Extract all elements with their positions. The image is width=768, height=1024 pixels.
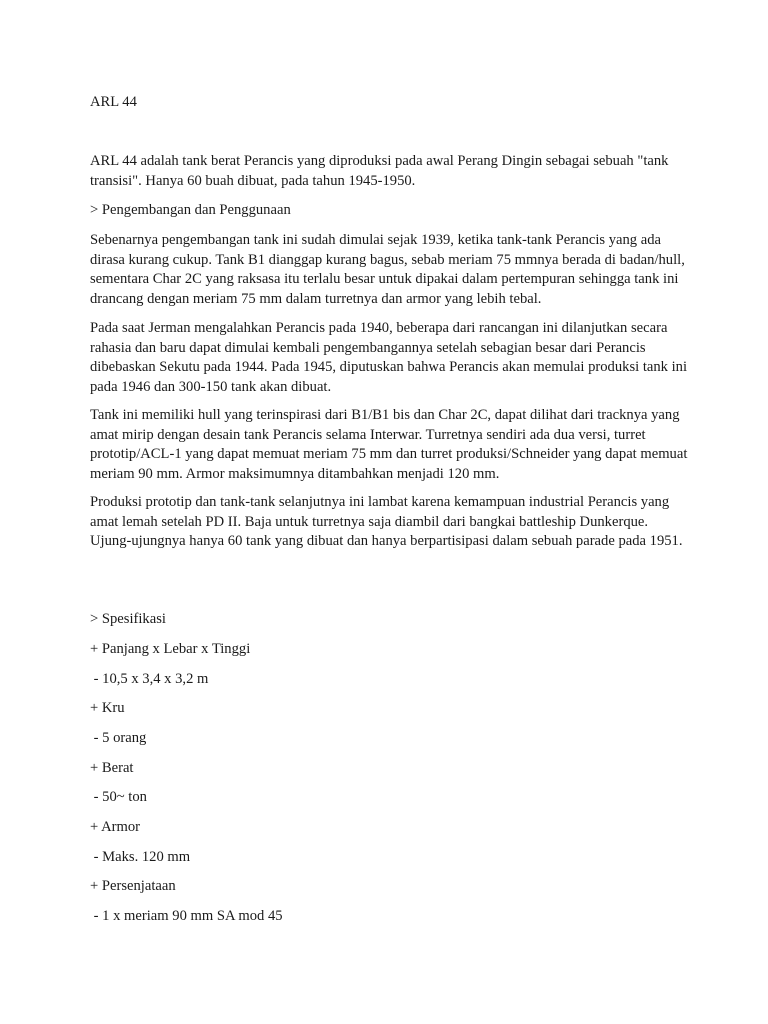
- spec-label: + Berat: [90, 760, 134, 776]
- body-paragraph: Pada saat Jerman mengalahkan Perancis pada 1940, beberapa dari rancangan ini dilanjutkan secara rahasia dan baru dapat dimulai kembali pengembangannya setelah sebagian besar dari Perancis dibebaskan Sekutu pada 1944. Pada 1945, diputuskan bahwa Perancis akan memulai produksi tank ini pada 1946 dan 300-150 tank akan dibuat.: [90, 320, 688, 395]
- document-title: ARL 44: [90, 94, 137, 110]
- section-heading-specifications: > Spesifikasi: [90, 611, 166, 627]
- spec-label: + Persenjataan: [90, 878, 176, 894]
- spec-label: + Armor: [90, 819, 140, 835]
- body-paragraph: Tank ini memiliki hull yang terinspirasi dari B1/B1 bis dan Char 2C, dapat dilihat dari tracknya yang amat mirip dengan desain tank Perancis selama Interwar. Turretnya sendiri ada dua versi, turret prototip/ACL-1 yang dapat memuat meriam 75 mm dan turret produksi/Schneider yang dapat memuat meriam 90 mm. Armor maksimumnya ditambahkan menjadi 120 mm.: [90, 407, 688, 482]
- body-paragraph: Produksi prototip dan tank-tank selanjutnya ini lambat karena kemampuan industrial Perancis yang amat lemah setelah PD II. Baja untuk turretnya saja diambil dari bangkai battleship Dunkerque. Ujung-ujungnya hanya 60 tank yang dibuat dan hanya berpartisipasi dalam sebuah parade pada 1951.: [90, 494, 683, 550]
- spec-value: - 5 orang: [90, 730, 147, 746]
- spec-value: - 1 x meriam 90 mm SA mod 45: [90, 908, 283, 924]
- body-paragraph: Sebenarnya pengembangan tank ini sudah dimulai sejak 1939, ketika tank-tank Perancis yang ada dirasa kurang cukup. Tank B1 dianggap kurang bagus, sebab meriam 75 mmnya berada di badan/hull, sementara Char 2C yang raksasa itu terlalu besar untuk dipakai dalam pertempuran sehingga tank ini drancang dengan meriam 75 mm dalam turretnya dan armor yang lebih tebal.: [90, 232, 685, 307]
- spec-label: + Kru: [90, 700, 125, 716]
- section-heading-development: > Pengembangan dan Penggunaan: [90, 202, 291, 218]
- intro-paragraph: ARL 44 adalah tank berat Perancis yang diproduksi pada awal Perang Dingin sebagai sebuah "tank transisi". Hanya 60 buah dibuat, pada tahun 1945-1950.: [90, 153, 669, 189]
- spec-value: - 10,5 x 3,4 x 3,2 m: [90, 671, 209, 687]
- spec-value: - 50~ ton: [90, 789, 147, 805]
- spec-label: + Panjang x Lebar x Tinggi: [90, 641, 251, 657]
- spec-value: - Maks. 120 mm: [90, 849, 191, 865]
